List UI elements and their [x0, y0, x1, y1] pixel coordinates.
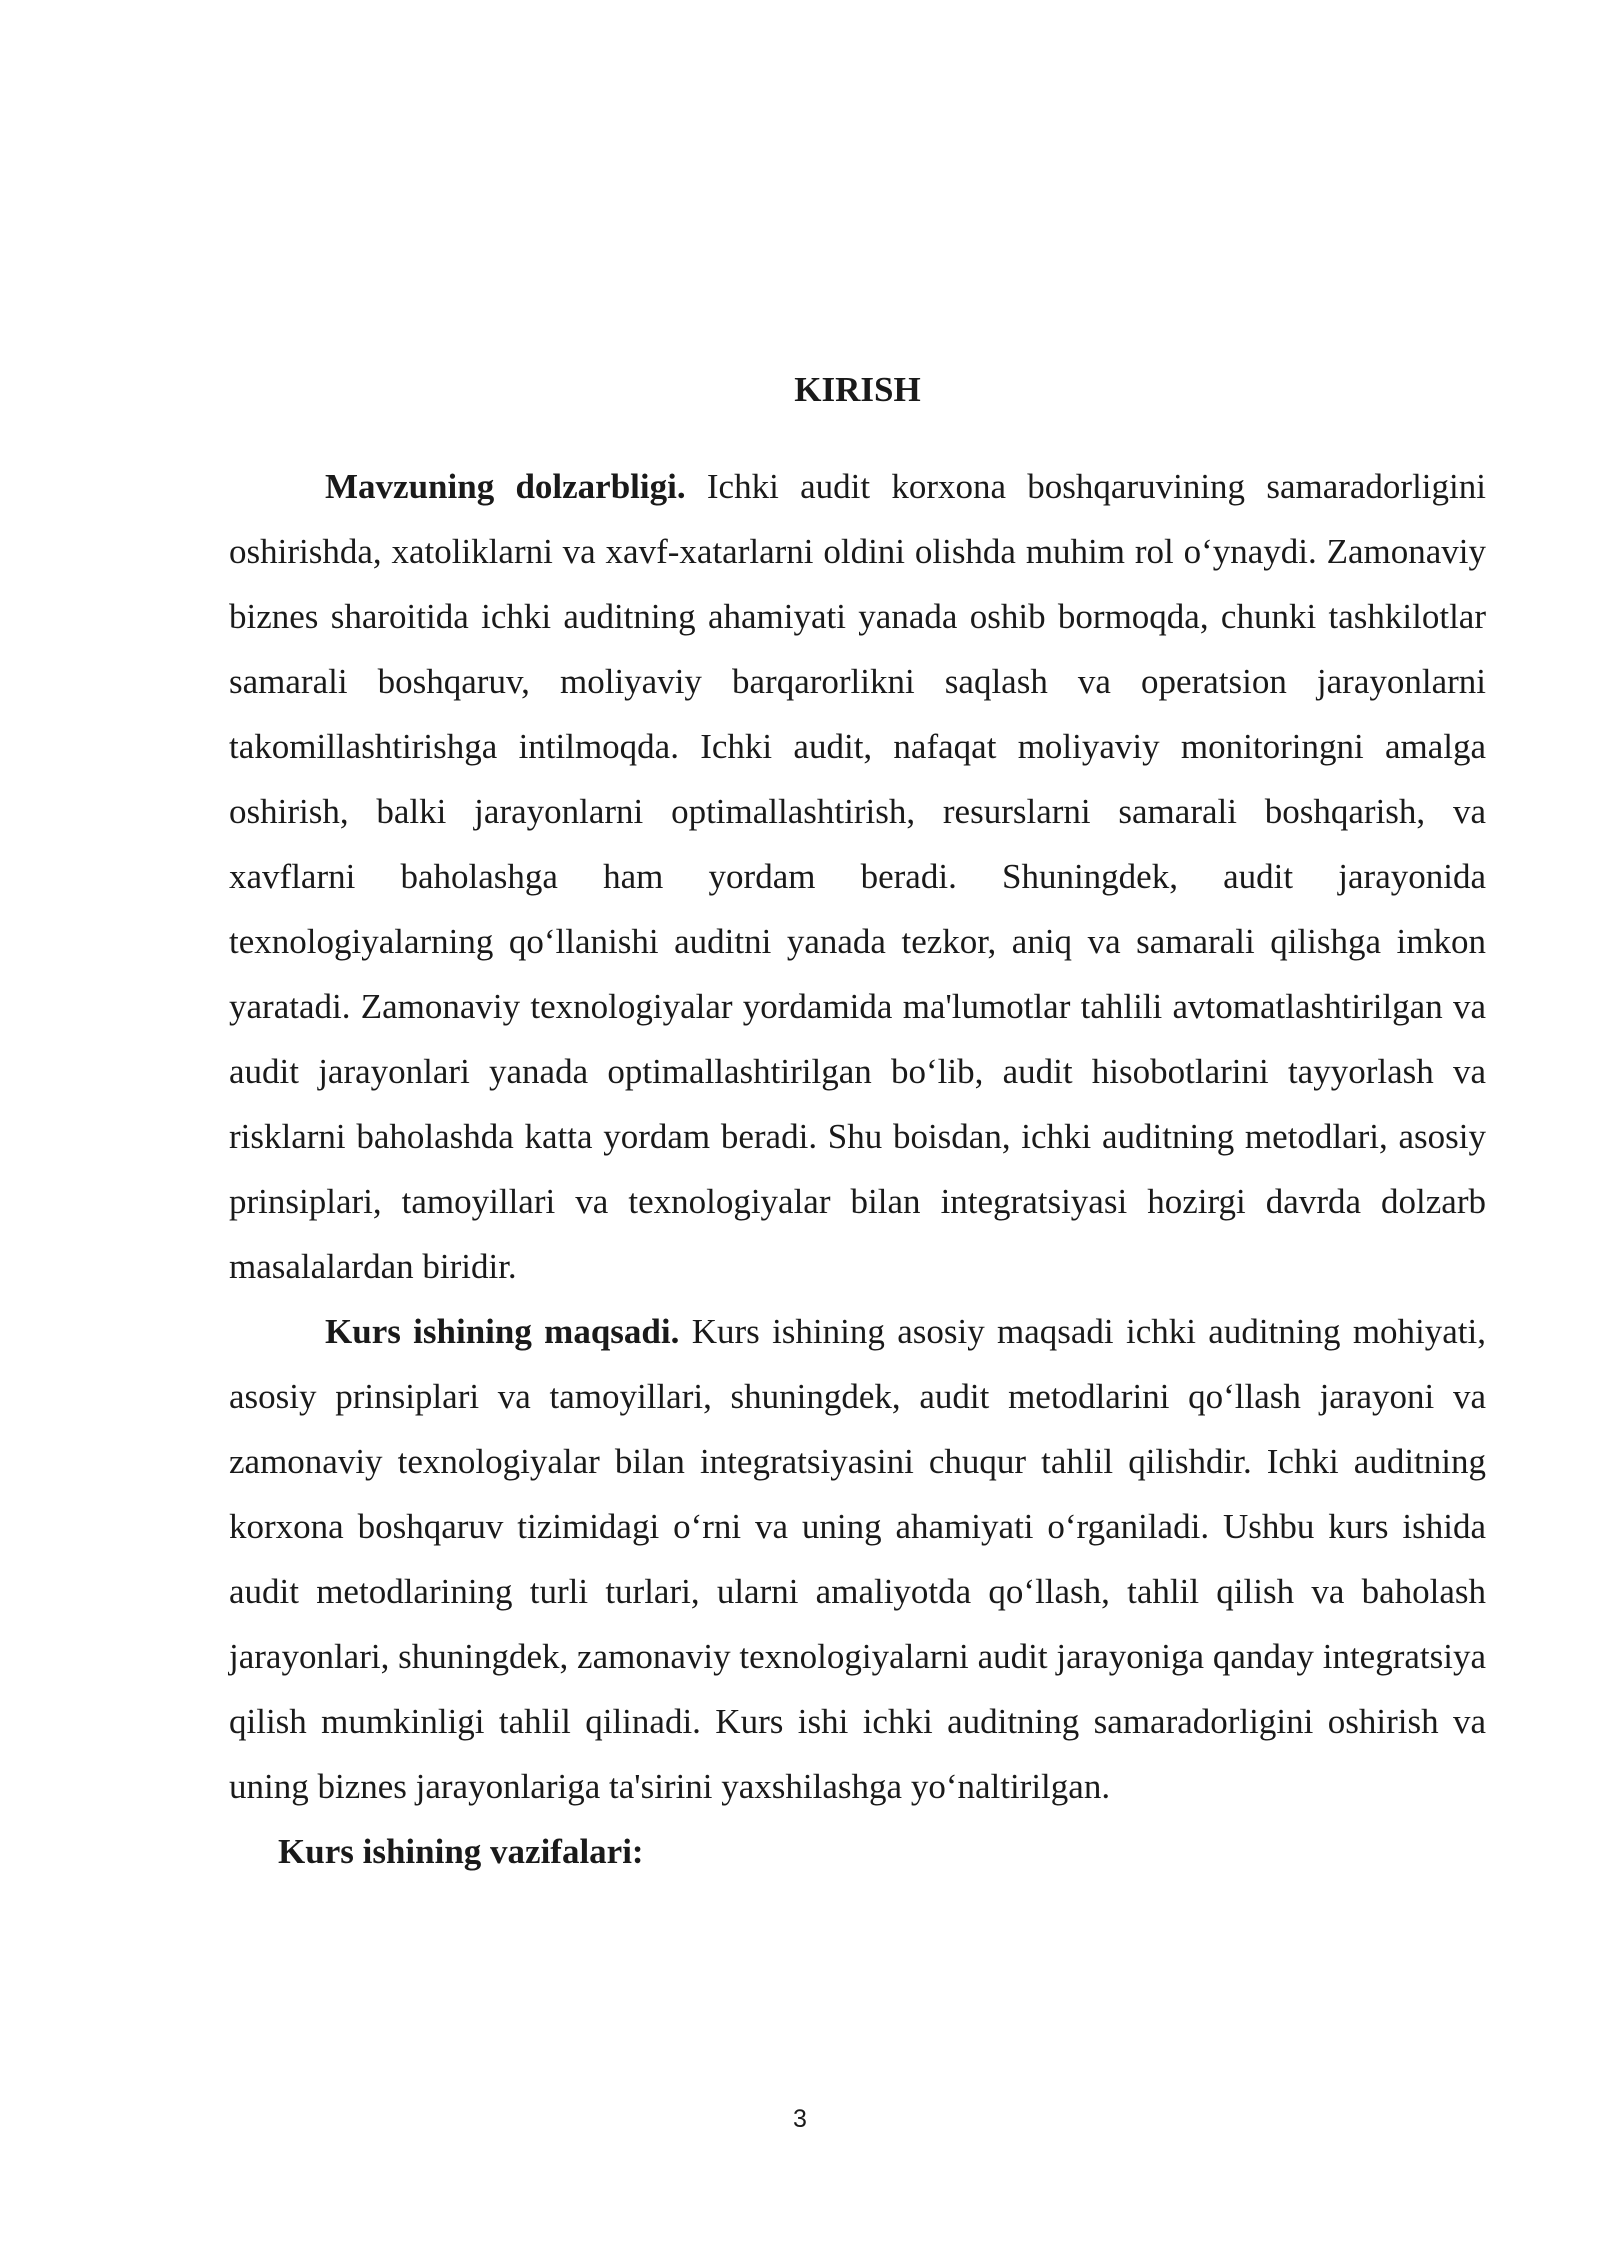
paragraph-lead: Kurs ishining maqsadi. [325, 1312, 680, 1351]
section-heading: KIRISH [794, 370, 921, 409]
paragraph-text: Ichki audit korxona boshqaruvining samaradorligini oshirishda, xatoliklarni va xavf-xatarlarni oldini olishda muhim rol o‘ynaydi. Zamonaviy biznes sharoitida ichki auditning ahamiyati yanada oshib bormoqda, chunki tashkilotlar samarali boshqaruv, moliyaviy barqarorlikni saqlash va operatsion jarayonlarni takomillashtirishga intilmoqda. Ichki audit, nafaqat moliyaviy monitoringni amalga oshirish, balki jarayonlarni optimallashtirish, resurslarni samarali boshqarish, va xavflarni baholashga ham yordam beradi. Shuningdek, audit jarayonida texnologiyalarning qo‘llanishi auditni yanada tezkor, aniq va samarali qilishga imkon yaratadi. Zamonaviy texnologiyalar yordamida ma'lumotlar tahlili avtomatlashtirilgan va audit jarayonlari yanada optimallashtirilgan bo‘lib, audit hisobotlarini tayyorlash va risklarni baholashda katta yordam beradi. Shu boisdan, ichki auditning metodlari, asosiy prinsiplari, tamoyillari va texnologiyalar bilan integratsiyasi hozirgi davrda dolzarb masalalardan biridir. [229, 467, 1486, 1286]
paragraph-goal [229, 1299, 1486, 1819]
paragraph-relevance [229, 454, 1486, 1299]
paragraph-text: Kurs ishining asosiy maqsadi ichki auditning mohiyati, asosiy prinsiplari va tamoyillari, shuningdek, audit metodlarini qo‘llash jarayoni va zamonaviy texnologiyalar bilan integratsiyasini chuqur tahlil qilishdir. Ichki auditning korxona boshqaruv tizimidagi o‘rni va uning ahamiyati o‘rganiladi. Ushbu kurs ishida audit metodlarining turli turlari, ularni amaliyotda qo‘llash, tahlil qilish va baholash jarayonlari, shuningdek, zamonaviy texnologiyalarni audit jarayoniga qanday integratsiya qilish mumkinligi tahlil qilinadi. Kurs ishi ichki auditning samaradorligini oshirish va uning biznes jarayonlariga ta'sirini yaxshilashga yo‘naltirilgan. [229, 1312, 1487, 1806]
paragraph-lead: Mavzuning dolzarbligi. [325, 467, 686, 506]
tasks-subheading: Kurs ishining vazifalari: [278, 1832, 644, 1871]
document-body [229, 454, 1486, 1884]
page-number: 3 [793, 2105, 807, 2133]
